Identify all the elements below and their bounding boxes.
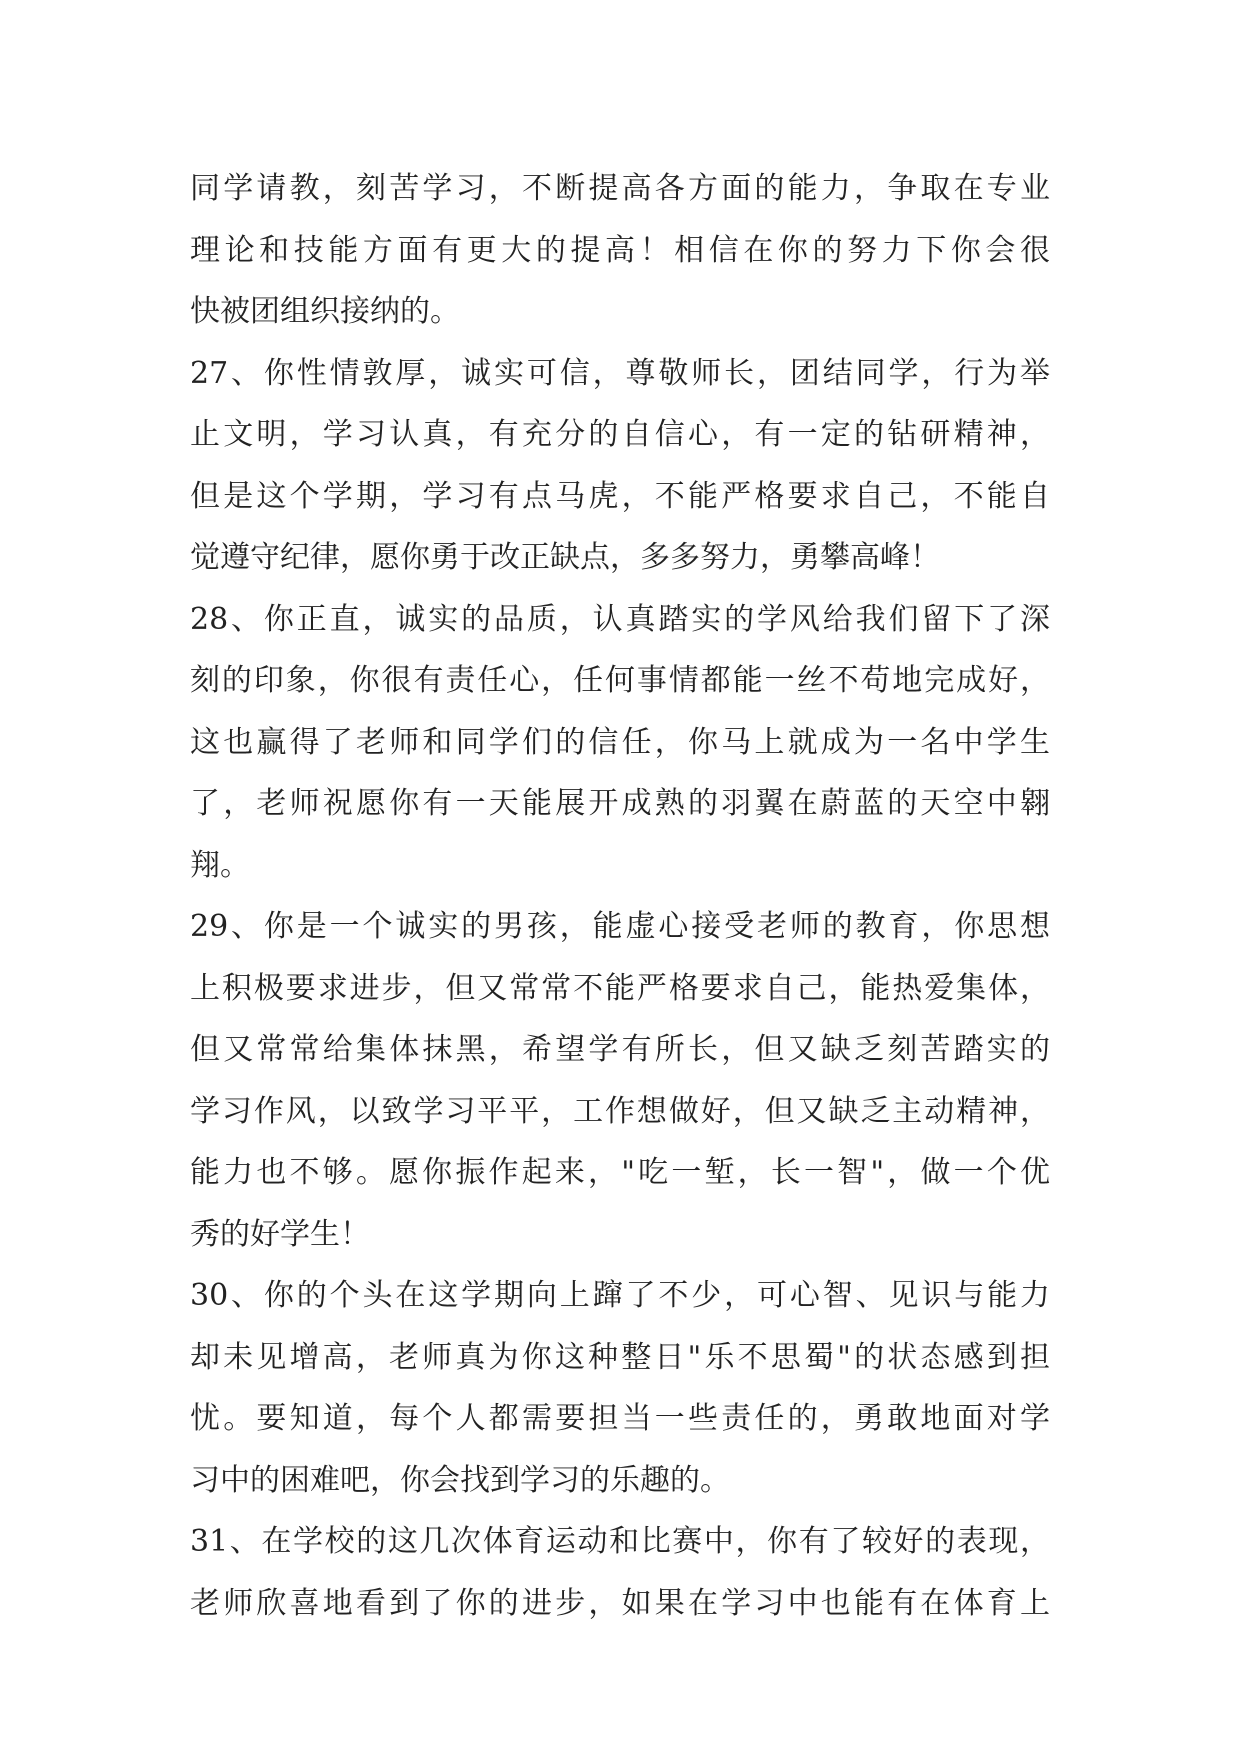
text-line-24: 老师欣喜地看到了你的进步，如果在学习中也能有在体育上: [190, 1585, 1050, 1621]
text-line-1: 同学请教，刻苦学习，不断提高各方面的能力，争取在专业: [190, 171, 1050, 206]
text-line-19: 30、你的个头在这学期向上蹿了不少，可心智、见识与能力: [190, 1278, 1050, 1313]
text-line-13: 29、你是一个诚实的男孩，能虚心接受老师的教育，你思想: [190, 909, 1050, 944]
text-line-3: 快被团组织接纳的。: [190, 294, 460, 329]
text-line-10: 这也赢得了老师和同学们的信任，你马上就成为一名中学生: [190, 724, 1050, 760]
text-line-4: 27、你性情敦厚，诚实可信，尊敬师长，团结同学，行为举: [190, 355, 1050, 391]
text-line-8: 28、你正直，诚实的品质，认真踏实的学风给我们留下了深: [190, 601, 1050, 637]
text-line-15: 但又常常给集体抹黑，希望学有所长，但又缺乏刻苦踏实的: [190, 1032, 1050, 1067]
text-line-22: 习中的困难吧，你会找到学习的乐趣的。: [190, 1462, 730, 1498]
text-line-2: 理论和技能方面有更大的提高！相信在你的努力下你会很: [190, 232, 1050, 268]
text-line-11: 了，老师祝愿你有一天能展开成熟的羽翼在蔚蓝的天空中翱: [190, 786, 1050, 821]
text-line-6: 但是这个学期，学习有点马虎，不能严格要求自己，不能自: [190, 478, 1050, 514]
text-line-5: 止文明，学习认真，有充分的自信心，有一定的钻研精神，: [190, 417, 1050, 452]
text-line-21: 忧。要知道，每个人都需要担当一些责任的，勇敢地面对学: [190, 1401, 1050, 1436]
text-line-18: 秀的好学生！: [190, 1216, 370, 1252]
text-line-20: 却未见增高，老师真为你这种整日"乐不思蜀"的状态感到担: [190, 1339, 1050, 1375]
document-body: [190, 158, 1050, 1634]
text-line-14: 上积极要求进步，但又常常不能严格要求自己，能热爱集体，: [190, 970, 1050, 1006]
text-line-7: 觉遵守纪律，愿你勇于改正缺点，多多努力，勇攀高峰！: [190, 540, 940, 575]
text-line-9: 刻的印象，你很有责任心，任何事情都能一丝不苟地完成好，: [190, 663, 1050, 698]
text-line-23: 31、在学校的这几次体育运动和比赛中，你有了较好的表现，: [190, 1524, 1050, 1559]
text-line-16: 学习作风，以致学习平平，工作想做好，但又缺乏主动精神，: [190, 1093, 1050, 1129]
text-line-17: 能力也不够。愿你振作起来，"吃一堑，长一智"，做一个优: [190, 1155, 1050, 1190]
text-line-12: 翔。: [190, 847, 250, 883]
